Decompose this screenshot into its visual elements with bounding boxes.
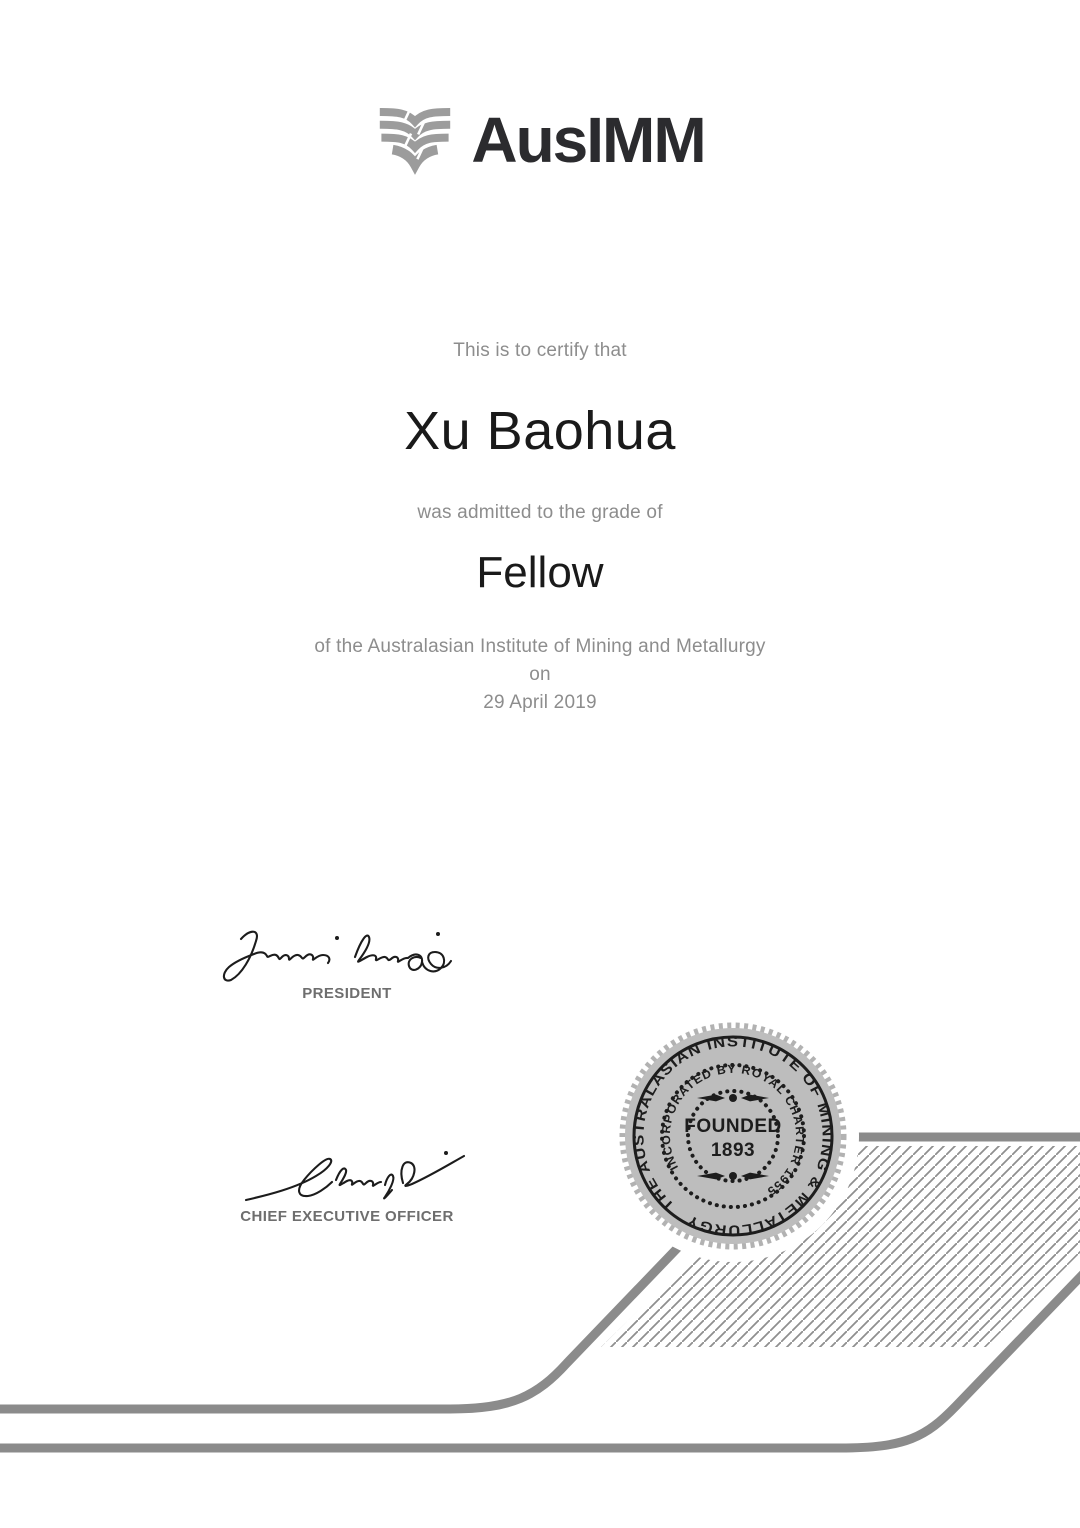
logo-wordmark: AusIMM [471,104,705,176]
recipient-name: Xu Baohua [404,401,676,461]
ausimm-logo [0,98,1080,182]
on-label: on [529,664,551,685]
organization-line: of the Australasian Institute of Mining and Metallurgy [314,636,766,657]
intro-line: This is to certify that [453,340,627,361]
ausimm-strata-chevron-icon [375,98,455,182]
seal-middle-ring-text: INCORPORATED BY ROYAL CHARTER 1955 [658,1061,808,1199]
president-signature-script [215,922,465,986]
admission-date: 29 April 2019 [483,692,597,713]
seal-outer-ring-text: THE AUSTRALASIAN INSTITUTE OF MINING & METALLURGY [631,1034,835,1238]
ceo-signature-script [238,1146,473,1204]
seal-founded-year: 1893 [710,1140,756,1161]
admitted-line: was admitted to the grade of [417,502,663,523]
ceo-title: CHIEF EXECUTIVE OFFICER [240,1208,454,1225]
seal-founded-label: FOUNDED [684,1116,782,1137]
president-title: PRESIDENT [302,985,392,1002]
grade-name: Fellow [476,548,604,597]
